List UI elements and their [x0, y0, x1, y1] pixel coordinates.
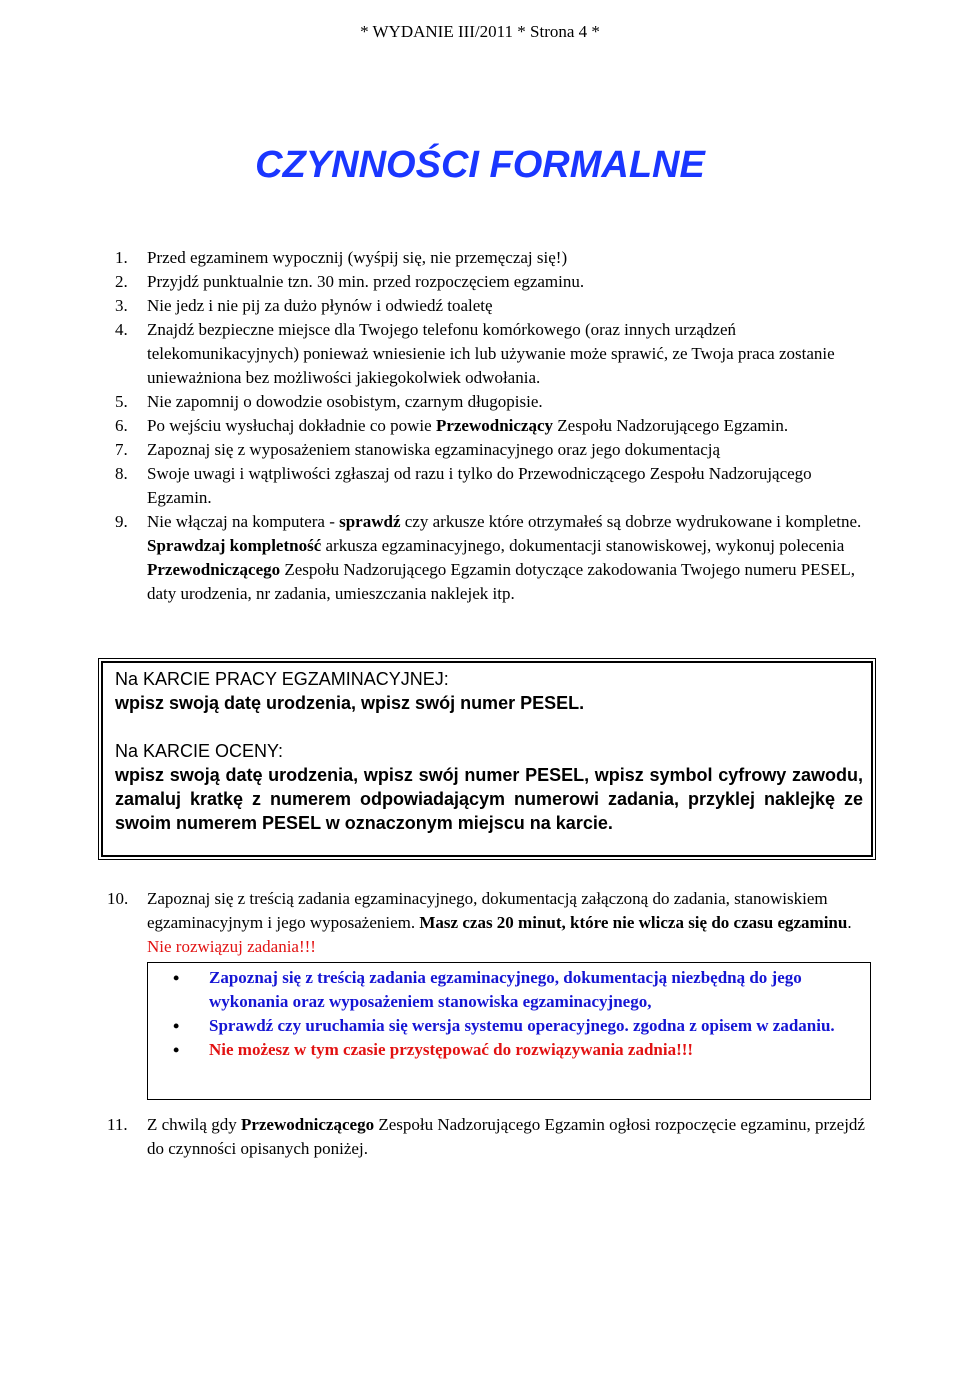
item-warning: Nie rozwiązuj zadania!!!: [147, 937, 316, 956]
instruction-list: [115, 246, 875, 606]
exam-card-box: [98, 658, 876, 860]
bullet-icon: •: [173, 968, 180, 988]
item-bold: sprawdź: [339, 512, 401, 531]
bullet-item: [148, 1014, 864, 1038]
item-bold: Przewodniczącego: [240, 1115, 375, 1134]
item-text: Nie włączaj na komputera -: [147, 512, 340, 531]
page-title: CZYNNOŚCI FORMALNE: [255, 144, 705, 186]
item-number: 5.: [115, 392, 128, 411]
item-text: arkusza egzaminacyjnego, dokumentacji stanowiskowej, wykonuj polecenia: [321, 536, 845, 555]
item-number: 1.: [115, 248, 128, 267]
bullet-item: [148, 966, 864, 1014]
item-text: Nie zapomnij o dowodzie osobistym, czarnym długopisie.: [147, 392, 543, 411]
exam-card-box-inner: [101, 661, 873, 857]
list-item: [115, 438, 875, 462]
item-number: 2.: [115, 272, 128, 291]
bullet-box: [147, 962, 871, 1100]
bullet-item: [148, 1038, 864, 1062]
box-line-work-card: wpisz swoją datę urodzenia, wpisz swój numer PESEL.: [115, 693, 585, 713]
list-item: [107, 1113, 877, 1161]
item-text: Po wejściu wysłuchaj dokładnie co powie: [147, 416, 436, 435]
item-text: .: [847, 913, 852, 932]
item-text: Zapoznaj się z treścią zadania egzaminacyjnego, dokumentacją załączoną do zadania, stanowiskiem egzaminacyjnym i jego wyposażeniem.: [147, 889, 828, 932]
page-header: * WYDANIE III/2011 * Strona 4 *: [360, 22, 600, 41]
item-number: 9.: [115, 512, 128, 531]
list-item: [115, 390, 875, 414]
list-item: [115, 246, 875, 270]
list-item: [115, 414, 875, 438]
item-number: 10.: [107, 889, 129, 908]
item-text: Nie jedz i nie pij za dużo płynów i odwiedź toaletę: [147, 296, 493, 315]
item-number: 11.: [107, 1115, 128, 1134]
list-item: [115, 294, 875, 318]
item-text: Przyjdź punktualnie tzn. 30 min. przed rozpoczęciem egzaminu.: [147, 272, 585, 291]
item-text: Zespołu Nadzorującego Egzamin.: [553, 416, 789, 435]
item-text: Przed egzaminem wypocznij (wyśpij się, nie przemęczaj się!): [147, 248, 568, 267]
item-bold: Sprawdzaj kompletność: [147, 536, 322, 555]
item-bold: Przewodniczącego: [147, 560, 281, 579]
list-item: [115, 462, 875, 510]
bullet-text: Sprawdź czy uruchamia się wersja systemu operacyjnego. zgodna z opisem w zadaniu.: [209, 1016, 835, 1035]
list-item: [115, 510, 875, 606]
list-item: [115, 318, 875, 390]
item-number: 3.: [115, 296, 128, 315]
item-bold: Przewodniczący: [435, 416, 554, 435]
box-heading-work-card: Na KARCIE PRACY EGZAMINACYJNEJ:: [115, 669, 449, 689]
item-text: Z chwilą gdy: [147, 1115, 241, 1134]
box-line-assessment-card: wpisz swoją datę urodzenia, wpisz swój numer PESEL, wpisz symbol cyfrowy zawodu, zamaluj kratkę z numerem odpowiadającym numerowi zadania, przyklej naklejkę ze swoim numerem PESEL w oznaczonym miejscu na karcie.: [115, 765, 863, 833]
box-heading-assessment-card: Na KARCIE OCENY:: [115, 741, 284, 761]
item-text: Swoje uwagi i wątpliwości zgłaszaj od razu i tylko do Przewodniczącego Zespołu Nadzorującego Egzamin.: [147, 464, 812, 507]
item-bold: Masz czas 20 minut, które nie wlicza się do czasu egzaminu: [419, 913, 848, 932]
item-text: Zespołu Nadzorującego Egzamin dotyczące zakodowania Twojego numeru PESEL, daty urodzenia, nr zadania, umieszczania naklejek itp.: [147, 560, 856, 603]
item-number: 8.: [115, 464, 128, 483]
list-item: [107, 887, 877, 959]
item-number: 7.: [115, 440, 128, 459]
bullet-text: Zapoznaj się z treścią zadania egzaminacyjnego, dokumentacją niezbędną do jego wykonania oraz wyposażeniem stanowiska egzaminacyjnego,: [209, 968, 802, 1011]
item-text: Zespołu Nadzorującego Egzamin ogłosi rozpoczęcie egzaminu, przejdź do czynności opisanych poniżej.: [147, 1115, 865, 1158]
item-number: 4.: [115, 320, 128, 339]
item-number: 6.: [115, 416, 128, 435]
bullet-icon: •: [173, 1016, 180, 1036]
instruction-list-continued: [107, 887, 877, 959]
item-text: Znajdź bezpieczne miejsce dla Twojego telefonu komórkowego (oraz innych urządzeń telekomunikacyjnych) ponieważ wniesienie ich lub używanie może sprawić, ze Twoja praca zostanie unieważniona bez możliwości jakiegokolwiek odwołania.: [147, 320, 835, 387]
item-text: czy arkusze które otrzymałeś są dobrze wydrukowane i kompletne.: [400, 512, 862, 531]
instruction-list-final: [107, 1113, 877, 1161]
list-item: [115, 270, 875, 294]
item-text: Zapoznaj się z wyposażeniem stanowiska egzaminacyjnego oraz jego dokumentacją: [147, 440, 721, 459]
bullet-icon: •: [173, 1040, 180, 1060]
bullet-text: Nie możesz w tym czasie przystępować do rozwiązywania zadnia!!!: [209, 1040, 694, 1059]
